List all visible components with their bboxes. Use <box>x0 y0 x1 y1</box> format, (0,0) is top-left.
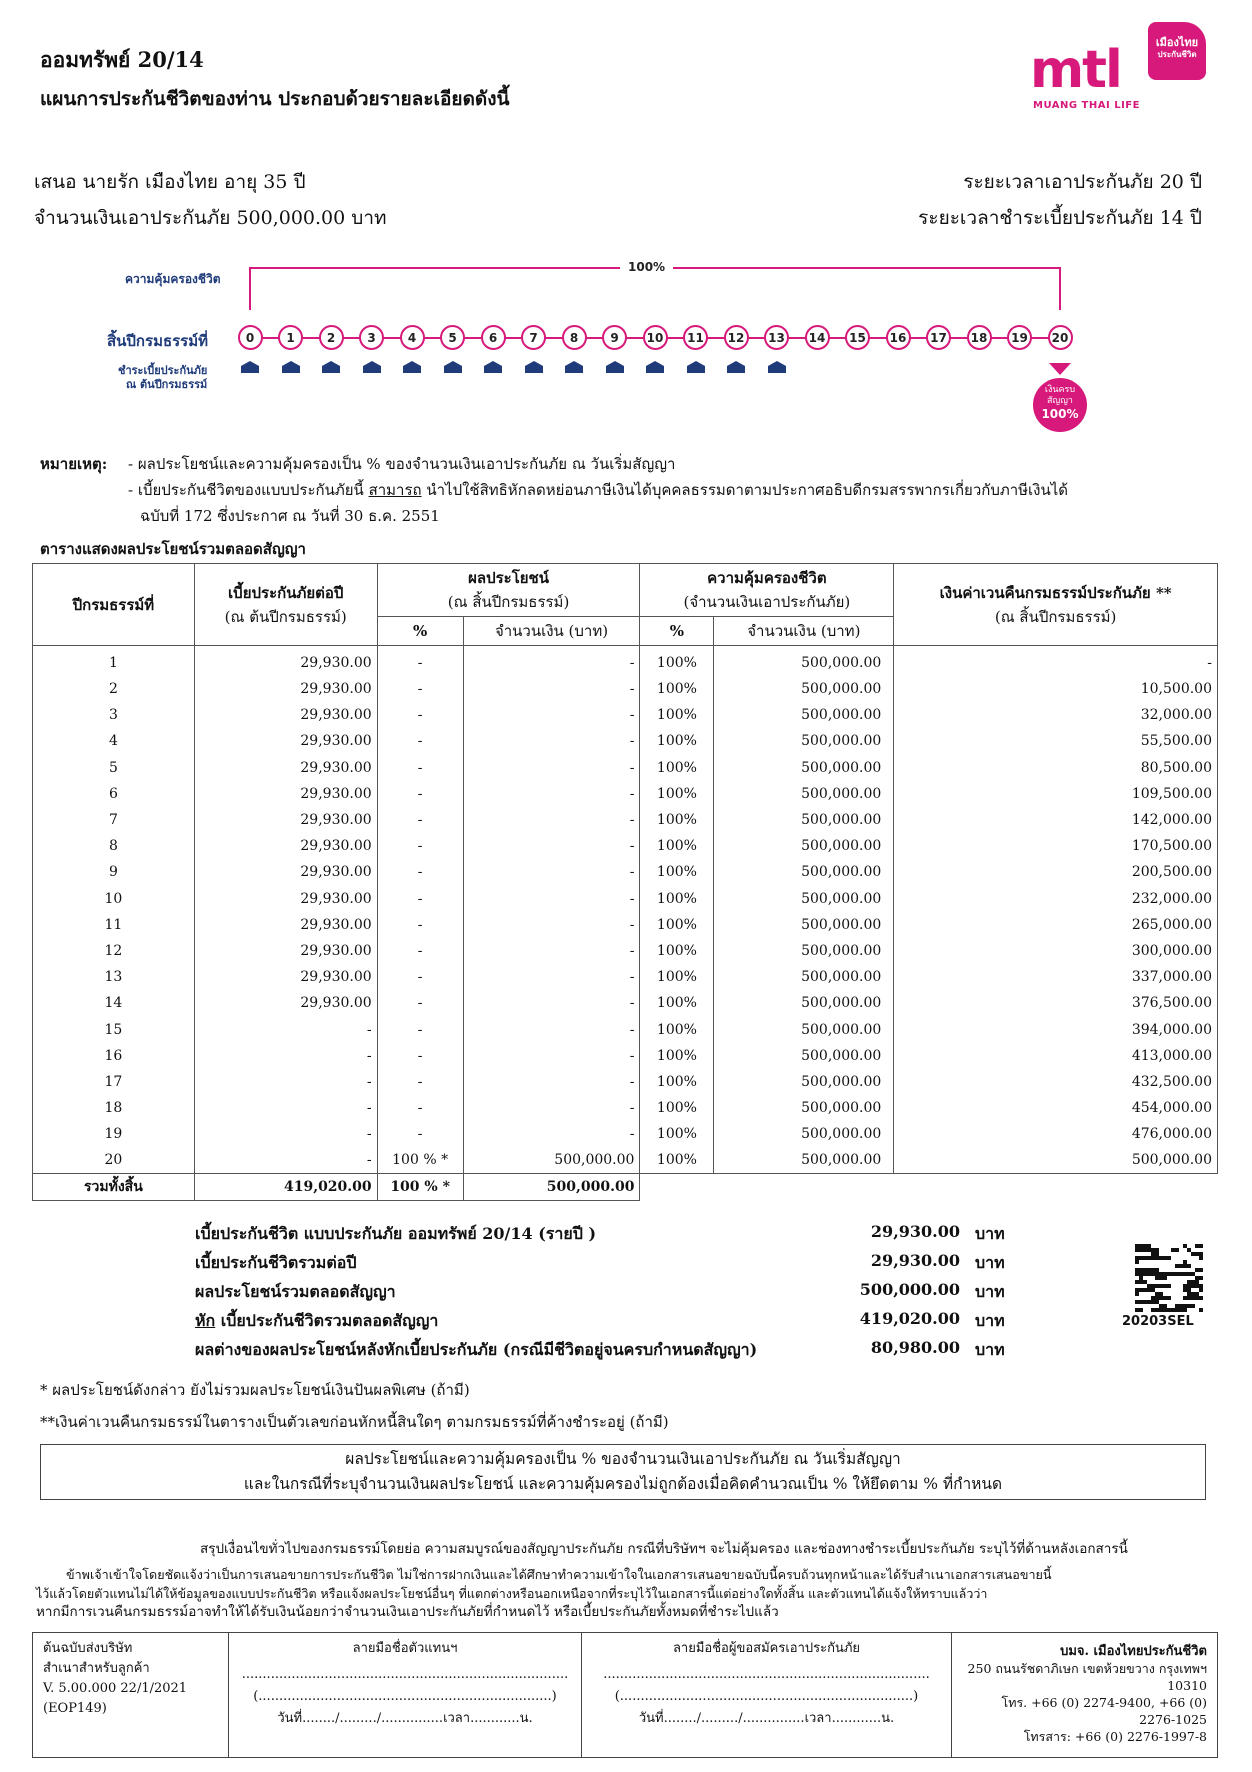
cell-year: 13 <box>33 964 195 990</box>
applicant-signature-line[interactable]: ............................................................................... <box>603 1667 930 1682</box>
table-row <box>33 990 1218 1016</box>
cell-cash-value: 454,000.00 <box>894 1095 1218 1121</box>
timeline-year-0: 0 <box>238 325 263 350</box>
cell-cash-value: 476,000.00 <box>894 1121 1218 1147</box>
cell-benefit-amount: - <box>463 702 640 728</box>
summary-unit-5: บาท <box>975 1340 1005 1359</box>
cell-premium: 29,930.00 <box>194 702 377 728</box>
table-row <box>33 912 1218 938</box>
summary-unit-3: บาท <box>975 1282 1005 1301</box>
header-coverage-pct: % <box>640 617 714 646</box>
header-premium-1: เบี้ยประกันภัยต่อปี <box>228 583 344 602</box>
disclaimer-1: สรุปเงื่อนไขทั่วไปของกรมธรรม์โดยย่อ ความสมบูรณ์ของสัญญาประกันภัย กรณีที่บริษัทฯ จะไม่คุ้มครอง และช่องทางชำระเบี้ยประกันภัย ระบุไว้ที่ด้านหลังเอกสารนี้ <box>200 1541 1128 1557</box>
cell-coverage-pct: 100% <box>640 728 714 754</box>
cell-premium: - <box>194 1043 377 1069</box>
disclaimer-4: หากมีการเวนคืนกรมธรรม์อาจทำให้ได้รับเงินน้อยกว่าจำนวนเงินเอาประกันภัยที่กำหนดไว้ หรือเบี้ยประกันภัยทั้งหมดที่ชำระไปแล้ว <box>36 1604 779 1620</box>
footnote-2: **เงินค่าเวนคืนกรมธรรม์ในตารางเป็นตัวเลขก่อนหักหนี้สินใดๆ ตามกรมธรรม์ที่ค้างชำระอยู่ (ถ้ามี) <box>40 1413 669 1431</box>
premium-payment-icon <box>241 361 259 373</box>
cell-premium: 29,930.00 <box>194 676 377 702</box>
table-row <box>33 833 1218 859</box>
cell-coverage-amount: 500,000.00 <box>714 990 894 1016</box>
cell-coverage-amount: 500,000.00 <box>714 1095 894 1121</box>
company-fax: โทรสาร: +66 (0) 2276-1997-8 <box>1023 1729 1207 1744</box>
cell-coverage-amount: 500,000.00 <box>714 912 894 938</box>
timeline-year-1: 1 <box>278 325 303 350</box>
cell-premium: 29,930.00 <box>194 646 377 677</box>
total-benefit-pct: 100 % * <box>377 1174 463 1201</box>
premium-payment-icon <box>646 361 664 373</box>
copy-info <box>33 1633 229 1757</box>
cell-coverage-pct: 100% <box>640 781 714 807</box>
summary-unit-4: บาท <box>975 1311 1005 1330</box>
mtl-logo <box>1030 22 1220 112</box>
logo-text: mtl <box>1030 40 1121 100</box>
cell-coverage-pct: 100% <box>640 1043 714 1069</box>
agent-signature-line[interactable]: ............................................................................... <box>241 1667 569 1682</box>
cell-benefit-pct: - <box>377 1121 463 1147</box>
cell-benefit-amount: - <box>463 646 640 677</box>
premium-payment-icon <box>565 361 583 373</box>
table-row <box>33 1016 1218 1042</box>
cell-cash-value: 394,000.00 <box>894 1016 1218 1042</box>
header-coverage-1: ความคุ้มครองชีวิต <box>707 569 827 587</box>
agent-signature-title: ลายมือชื่อตัวแทนฯ <box>352 1641 458 1656</box>
cell-premium: - <box>194 1069 377 1095</box>
cell-coverage-amount: 500,000.00 <box>714 1016 894 1042</box>
version-text: V. 5.00.000 22/1/2021 <box>43 1681 188 1696</box>
cell-premium: - <box>194 1016 377 1042</box>
cell-premium: 29,930.00 <box>194 886 377 912</box>
note-line-3: ฉบับที่ 172 ซึ่งประกาศ ณ วันที่ 30 ธ.ค. 2551 <box>140 507 440 525</box>
header-coverage-amount: จำนวนเงิน (บาท) <box>714 617 894 646</box>
cell-year: 18 <box>33 1095 195 1121</box>
timeline-year-10: 10 <box>643 325 668 350</box>
cell-benefit-pct: - <box>377 702 463 728</box>
cell-cash-value: 232,000.00 <box>894 886 1218 912</box>
header-coverage <box>640 564 894 617</box>
company-info <box>952 1633 1217 1757</box>
cell-cash-value: 413,000.00 <box>894 1043 1218 1069</box>
summary-unit-1: บาท <box>975 1224 1005 1243</box>
cell-benefit-amount: - <box>463 1016 640 1042</box>
coverage-period: ระยะเวลาเอาประกันภัย 20 ปี <box>963 171 1202 193</box>
cell-coverage-amount: 500,000.00 <box>714 646 894 677</box>
proposal-info: เสนอ นายรัก เมืองไทย อายุ 35 ปี <box>34 171 306 193</box>
timeline-year-8: 8 <box>562 325 587 350</box>
premium-payment-icon <box>403 361 421 373</box>
benefit-table <box>32 563 1218 1201</box>
cell-coverage-amount: 500,000.00 <box>714 1069 894 1095</box>
table-row <box>33 781 1218 807</box>
summary-label-2: เบี้ยประกันชีวิตรวมต่อปี <box>195 1253 357 1272</box>
cell-coverage-amount: 500,000.00 <box>714 676 894 702</box>
cell-cash-value: 432,500.00 <box>894 1069 1218 1095</box>
summary-value-5: 80,980.00 <box>870 1338 960 1357</box>
header-cash-2: (ณ สิ้นปีกรมธรรม์) <box>994 607 1117 626</box>
table-row <box>33 964 1218 990</box>
logo-badge <box>1148 22 1206 80</box>
form-code: (EOP149) <box>43 1701 107 1716</box>
cell-cash-value: 55,500.00 <box>894 728 1218 754</box>
header-year: ปีกรมธรรม์ที่ <box>33 564 195 646</box>
cell-coverage-pct: 100% <box>640 938 714 964</box>
table-row <box>33 1095 1218 1121</box>
cell-cash-value: - <box>894 646 1218 677</box>
timeline-year-5: 5 <box>440 325 465 350</box>
benefit-timeline <box>107 256 1110 436</box>
timeline-year-3: 3 <box>359 325 384 350</box>
applicant-signature <box>582 1633 952 1757</box>
total-premium: 419,020.00 <box>194 1174 377 1201</box>
cell-benefit-pct: 100 % * <box>377 1147 463 1174</box>
cell-year: 9 <box>33 859 195 885</box>
cell-benefit-amount: - <box>463 833 640 859</box>
cell-benefit-amount: - <box>463 755 640 781</box>
payment-period: ระยะเวลาชำระเบี้ยประกันภัย 14 ปี <box>918 207 1202 229</box>
cell-benefit-amount: - <box>463 781 640 807</box>
cell-benefit-pct: - <box>377 676 463 702</box>
table-caption: ตารางแสดงผลประโยชน์รวมตลอดสัญญา <box>40 540 306 558</box>
timeline-year-15: 15 <box>845 325 870 350</box>
cell-premium: 29,930.00 <box>194 990 377 1016</box>
total-row <box>33 1174 1218 1201</box>
cell-benefit-pct: - <box>377 755 463 781</box>
cell-coverage-amount: 500,000.00 <box>714 1147 894 1174</box>
timeline-year-16: 16 <box>886 325 911 350</box>
cell-benefit-amount: - <box>463 964 640 990</box>
coverage-label: ความคุ้มครองชีวิต <box>125 272 221 286</box>
cell-cash-value: 337,000.00 <box>894 964 1218 990</box>
cell-cash-value: 10,500.00 <box>894 676 1218 702</box>
cell-coverage-pct: 100% <box>640 990 714 1016</box>
cell-cash-value: 170,500.00 <box>894 833 1218 859</box>
cell-benefit-amount: - <box>463 807 640 833</box>
cell-coverage-amount: 500,000.00 <box>714 938 894 964</box>
cell-benefit-pct: - <box>377 886 463 912</box>
header-benefit-pct: % <box>377 617 463 646</box>
timeline-year-7: 7 <box>521 325 546 350</box>
cell-cash-value: 200,500.00 <box>894 859 1218 885</box>
agent-signature <box>229 1633 582 1757</box>
disclaimer-3: ไว้แล้วโดยตัวแทนไม่ได้ให้ข้อมูลของแบบประกันชีวิต หรือแจ้งผลประโยชน์อื่นๆ ที่แตกต่างหรือนอกเหนือจากที่ระบุไว้ในเอกสารนี้แต่อย่างใดทั้งสิ้น และตัวแทนได้แจ้งให้ทราบแล้วว่า <box>36 1586 988 1601</box>
table-row <box>33 1121 1218 1147</box>
cell-year: 17 <box>33 1069 195 1095</box>
table-row <box>33 886 1218 912</box>
agent-name-line[interactable]: (.......................................................................) <box>253 1689 557 1704</box>
summary-label-4 <box>195 1309 438 1334</box>
cell-coverage-amount: 500,000.00 <box>714 781 894 807</box>
table-row <box>33 859 1218 885</box>
cell-year: 1 <box>33 646 195 677</box>
company-name: บมจ. เมืองไทยประกันชีวิต <box>1060 1644 1207 1659</box>
total-benefit-amount: 500,000.00 <box>463 1174 640 1201</box>
cell-cash-value: 376,500.00 <box>894 990 1218 1016</box>
note-line-2 <box>128 478 1068 502</box>
cell-coverage-pct: 100% <box>640 859 714 885</box>
cell-benefit-pct: - <box>377 807 463 833</box>
total-blank <box>640 1174 1218 1201</box>
company-address-1: 250 ถนนรัชดาภิเษก เขตห้วยขวาง กรุงเทพฯ <box>967 1661 1207 1676</box>
timeline-year-2: 2 <box>319 325 344 350</box>
cell-premium: - <box>194 1095 377 1121</box>
cell-coverage-pct: 100% <box>640 807 714 833</box>
cell-premium: 29,930.00 <box>194 964 377 990</box>
cell-year: 14 <box>33 990 195 1016</box>
summary-value-3: 500,000.00 <box>859 1280 960 1299</box>
premium-payment-icon <box>363 361 381 373</box>
disclaimer-2: ข้าพเจ้าเข้าใจโดยชัดแจ้งว่าเป็นการเสนอขายการประกันชีวิต ไม่ใช่การฝากเงินและได้ศึกษาทำความเข้าใจในเอกสารเสนอขายฉบับนี้ครบถ้วนทุกหน้าและได้รับสำเนาเอกสารเสนอขายนี้ <box>66 1567 1052 1582</box>
maturity-label-1: เงินครบ <box>1044 385 1076 395</box>
timeline-year-13: 13 <box>764 325 789 350</box>
cell-benefit-pct: - <box>377 833 463 859</box>
cell-benefit-pct: - <box>377 964 463 990</box>
maturity-percent: 100% <box>1041 407 1079 421</box>
cell-coverage-pct: 100% <box>640 755 714 781</box>
page-title: ออมทรัพย์ 20/14 <box>40 47 204 72</box>
cell-benefit-amount: - <box>463 1095 640 1121</box>
cell-benefit-amount: 500,000.00 <box>463 1147 640 1174</box>
cell-coverage-amount: 500,000.00 <box>714 964 894 990</box>
cell-year: 15 <box>33 1016 195 1042</box>
premium-label-2: ณ ต้นปีกรมธรรม์ <box>126 378 208 391</box>
premium-payment-icon <box>444 361 462 373</box>
cell-benefit-pct: - <box>377 646 463 677</box>
notice-box <box>40 1444 1206 1500</box>
note-line-2u: สามารถ <box>368 481 422 499</box>
maturity-label-2: สัญญา <box>1047 396 1073 406</box>
cell-year: 19 <box>33 1121 195 1147</box>
summary-value-4: 419,020.00 <box>859 1309 960 1328</box>
cell-benefit-pct: - <box>377 912 463 938</box>
summary-value-2: 29,930.00 <box>870 1251 960 1270</box>
cell-coverage-pct: 100% <box>640 833 714 859</box>
applicant-signature-title: ลายมือชื่อผู้ขอสมัครเอาประกันภัย <box>672 1641 861 1656</box>
timeline-year-17: 17 <box>926 325 951 350</box>
cell-coverage-pct: 100% <box>640 702 714 728</box>
cell-coverage-amount: 500,000.00 <box>714 702 894 728</box>
cell-coverage-pct: 100% <box>640 912 714 938</box>
premium-payment-icon <box>687 361 705 373</box>
summary-unit-2: บาท <box>975 1253 1005 1272</box>
cell-coverage-amount: 500,000.00 <box>714 833 894 859</box>
cell-benefit-pct: - <box>377 1043 463 1069</box>
company-phone: โทร. +66 (0) 2274-9400, +66 (0) 2276-1025 <box>1001 1695 1207 1727</box>
cell-cash-value: 300,000.00 <box>894 938 1218 964</box>
cell-year: 3 <box>33 702 195 728</box>
cell-benefit-amount: - <box>463 938 640 964</box>
cell-coverage-pct: 100% <box>640 1147 714 1174</box>
header-benefit-2: (ณ สิ้นปีกรมธรรม์) <box>447 593 570 611</box>
applicant-name-line[interactable]: (.......................................................................) <box>614 1689 919 1704</box>
cell-year: 7 <box>33 807 195 833</box>
premium-label-1: ชำระเบี้ยประกันภัย <box>118 364 208 377</box>
header-benefit <box>377 564 640 617</box>
cell-premium: 29,930.00 <box>194 912 377 938</box>
cell-premium: 29,930.00 <box>194 859 377 885</box>
timeline-year-6: 6 <box>481 325 506 350</box>
cell-year: 11 <box>33 912 195 938</box>
summary-label-3: ผลประโยชน์รวมตลอดสัญญา <box>195 1282 396 1301</box>
cell-year: 5 <box>33 755 195 781</box>
qr-code-icon <box>1135 1244 1203 1312</box>
cell-premium: 29,930.00 <box>194 728 377 754</box>
timeline-year-12: 12 <box>724 325 749 350</box>
cell-cash-value: 500,000.00 <box>894 1147 1218 1174</box>
notes-label: หมายเหตุ: <box>40 455 108 473</box>
cell-premium: - <box>194 1147 377 1174</box>
cell-benefit-pct: - <box>377 1016 463 1042</box>
premium-payment-icon <box>768 361 786 373</box>
table-row <box>33 1069 1218 1095</box>
total-label: รวมทั้งสิ้น <box>33 1174 195 1201</box>
summary-label-1: เบี้ยประกันชีวิต แบบประกันภัย ออมทรัพย์ 20/14 (รายปี ) <box>195 1224 597 1243</box>
cell-benefit-amount: - <box>463 1121 640 1147</box>
header-coverage-2: (จำนวนเงินเอาประกันภัย) <box>683 593 851 611</box>
cell-benefit-pct: - <box>377 781 463 807</box>
table-row <box>33 1043 1218 1069</box>
summary-label-5: ผลต่างของผลประโยชน์หลังหักเบี้ยประกันภัย (กรณีมีชีวิตอยู่จนครบกำหนดสัญญา) <box>195 1340 758 1359</box>
table-row <box>33 676 1218 702</box>
cell-coverage-pct: 100% <box>640 1095 714 1121</box>
year-end-label: สิ้นปีกรมธรรม์ที่ <box>107 332 209 350</box>
cell-coverage-pct: 100% <box>640 646 714 677</box>
company-address-2: 10310 <box>1167 1678 1207 1693</box>
cell-cash-value: 80,500.00 <box>894 755 1218 781</box>
copy-line-1: ต้นฉบับส่งบริษัท <box>43 1641 133 1656</box>
cell-premium: 29,930.00 <box>194 781 377 807</box>
timeline-year-14: 14 <box>805 325 830 350</box>
header-benefit-1: ผลประโยชน์ <box>468 569 549 587</box>
qr-code-label: 20203SEL <box>1122 1314 1194 1329</box>
cell-benefit-amount: - <box>463 859 640 885</box>
cell-coverage-pct: 100% <box>640 886 714 912</box>
cell-coverage-pct: 100% <box>640 964 714 990</box>
cell-year: 8 <box>33 833 195 859</box>
cell-coverage-amount: 500,000.00 <box>714 1121 894 1147</box>
cell-coverage-pct: 100% <box>640 1069 714 1095</box>
notice-line-1: ผลประโยชน์และความคุ้มครองเป็น % ของจำนวนเงินเอาประกันภัย ณ วันเริ่มสัญญา <box>345 1450 901 1468</box>
note-line-2b: นำไปใช้สิทธิหักลดหย่อนภาษีเงินได้บุคคลธรรมดาตามประกาศอธิบดีกรมสรรพากรเกี่ยวกับภาษีเงินได้ <box>421 481 1069 499</box>
cell-benefit-amount: - <box>463 1069 640 1095</box>
premium-payment-icon <box>322 361 340 373</box>
timeline-year-9: 9 <box>602 325 627 350</box>
cell-benefit-pct: - <box>377 938 463 964</box>
timeline-year-20: 20 <box>1048 325 1073 350</box>
cell-cash-value: 142,000.00 <box>894 807 1218 833</box>
signature-box <box>32 1632 1218 1758</box>
logo-subtext: MUANG THAI LIFE <box>1033 100 1140 111</box>
agent-date-line[interactable]: วันที่......../........./...............เวลา............น. <box>277 1711 533 1726</box>
cell-premium: 29,930.00 <box>194 938 377 964</box>
maturity-badge <box>1033 378 1087 432</box>
cell-year: 16 <box>33 1043 195 1069</box>
summary-value-1: 29,930.00 <box>870 1222 960 1241</box>
cell-premium: 29,930.00 <box>194 807 377 833</box>
cell-benefit-pct: - <box>377 728 463 754</box>
cell-year: 6 <box>33 781 195 807</box>
header-cash-value <box>894 564 1218 646</box>
premium-payment-icon <box>282 361 300 373</box>
logo-badge-line1: เมืองไทย <box>1155 36 1199 49</box>
cell-coverage-amount: 500,000.00 <box>714 1043 894 1069</box>
cell-benefit-pct: - <box>377 859 463 885</box>
timeline-year-11: 11 <box>683 325 708 350</box>
cell-benefit-amount: - <box>463 912 640 938</box>
cell-benefit-amount: - <box>463 886 640 912</box>
summary-label-4b: เบี้ยประกันชีวิตรวมตลอดสัญญา <box>215 1311 439 1330</box>
cell-premium: 29,930.00 <box>194 755 377 781</box>
table-row <box>33 702 1218 728</box>
cell-coverage-amount: 500,000.00 <box>714 859 894 885</box>
premium-payment-icon <box>727 361 745 373</box>
cell-coverage-amount: 500,000.00 <box>714 807 894 833</box>
table-row <box>33 938 1218 964</box>
table-row <box>33 646 1218 677</box>
cell-premium: 29,930.00 <box>194 833 377 859</box>
cell-coverage-pct: 100% <box>640 676 714 702</box>
copy-line-2: สำเนาสำหรับลูกค้า <box>43 1661 150 1676</box>
coverage-percent: 100% <box>620 260 673 274</box>
cell-benefit-pct: - <box>377 1069 463 1095</box>
header-premium-2: (ณ ต้นปีกรมธรรม์) <box>224 607 347 626</box>
cell-coverage-amount: 500,000.00 <box>714 886 894 912</box>
cell-benefit-amount: - <box>463 728 640 754</box>
cell-cash-value: 109,500.00 <box>894 781 1218 807</box>
page-subtitle: แผนการประกันชีวิตของท่าน ประกอบด้วยรายละเอียดดังนี้ <box>40 88 510 110</box>
cell-benefit-amount: - <box>463 990 640 1016</box>
cell-premium: - <box>194 1121 377 1147</box>
cell-year: 10 <box>33 886 195 912</box>
cell-coverage-amount: 500,000.00 <box>714 728 894 754</box>
cell-cash-value: 32,000.00 <box>894 702 1218 728</box>
header-premium <box>194 564 377 646</box>
cell-cash-value: 265,000.00 <box>894 912 1218 938</box>
header-cash-1: เงินค่าเวนคืนกรมธรรม์ประกันภัย ** <box>939 583 1172 602</box>
cell-year: 4 <box>33 728 195 754</box>
notice-line-2: และในกรณีที่ระบุจำนวนเงินผลประโยชน์ และความคุ้มครองไม่ถูกต้องเมื่อคิดคำนวณเป็น % ให้ยึดตาม % ที่กำหนด <box>243 1475 1003 1493</box>
cell-coverage-pct: 100% <box>640 1121 714 1147</box>
cell-benefit-amount: - <box>463 676 640 702</box>
table-row <box>33 807 1218 833</box>
premium-payment-icon <box>525 361 543 373</box>
applicant-date-line[interactable]: วันที่......../........./...............เวลา............น. <box>638 1711 895 1726</box>
cell-benefit-pct: - <box>377 1095 463 1121</box>
timeline-year-18: 18 <box>967 325 992 350</box>
cell-benefit-pct: - <box>377 990 463 1016</box>
timeline-year-4: 4 <box>400 325 425 350</box>
table-row <box>33 728 1218 754</box>
footnote-1: * ผลประโยชน์ดังกล่าว ยังไม่รวมผลประโยชน์เงินปันผลพิเศษ (ถ้ามี) <box>40 1381 470 1399</box>
cell-year: 2 <box>33 676 195 702</box>
summary-label-4u: หัก <box>195 1311 216 1330</box>
logo-badge-line2: ประกันชีวิต <box>1157 50 1197 59</box>
table-row <box>33 1147 1218 1174</box>
cell-benefit-amount: - <box>463 1043 640 1069</box>
header-benefit-amount: จำนวนเงิน (บาท) <box>463 617 640 646</box>
timeline-year-19: 19 <box>1007 325 1032 350</box>
sum-assured: จำนวนเงินเอาประกันภัย 500,000.00 บาท <box>34 207 387 229</box>
premium-payment-icon <box>606 361 624 373</box>
cell-year: 12 <box>33 938 195 964</box>
cell-year: 20 <box>33 1147 195 1174</box>
note-line-2a: - เบี้ยประกันชีวิตของแบบประกันภัยนี้ <box>128 481 369 499</box>
table-row <box>33 755 1218 781</box>
cell-coverage-pct: 100% <box>640 1016 714 1042</box>
cell-coverage-amount: 500,000.00 <box>714 755 894 781</box>
note-line-1: - ผลประโยชน์และความคุ้มครองเป็น % ของจำนวนเงินเอาประกันภัย ณ วันเริ่มสัญญา <box>128 455 676 473</box>
premium-payment-icon <box>484 361 502 373</box>
